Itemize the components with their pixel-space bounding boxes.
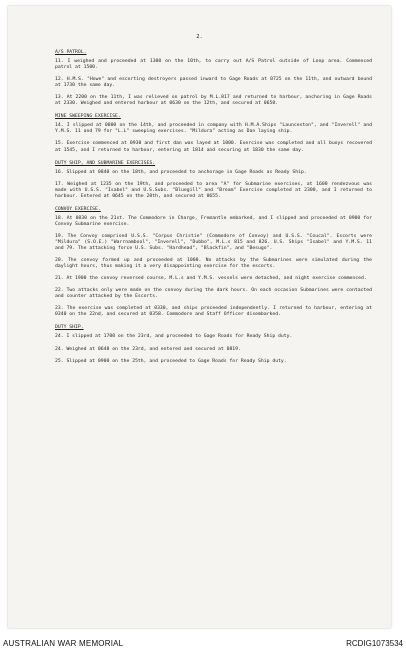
section-heading: CONVOY EXERCISE. <box>55 206 101 212</box>
paragraph: 13. At 2200 on the 11th, I was relieved on patrol by M.L.817 and returned to harbour, anchoring in Gage Roads at 2330. Weighed and entered harbour at 0630 on the 12th, and secured at 0650. <box>55 95 372 107</box>
paragraph: 11. I weighed and proceeded at 1300 on the 10th, to carry out A/S Patrol outside of Loop area. Commenced patrol at 1500. <box>55 59 372 71</box>
paragraph: 24. I slipped at 1700 on the 23rd, and proceeded to Gage Roads for Ready Ship duty. <box>55 334 293 340</box>
paragraph: 19. The Convoy comprised U.S.S. "Corpus Christie" (Commodore of Convoy) and U.S.S. "Coucal". Escorts were "Mildura" (S.O.E.) "Warrnambool", "Inverell", "Dubbo", M.L.s 815 and 826. U.S. Ships "Isabel" and Y.M.S. 11 and 79. The attacking force U.S. Subs. "Hardhead", "Blackfin", and "Besugo". <box>55 233 372 252</box>
paragraph: 21. At 1900 the convoy reversed course, M.L.s and Y.M.S. vessels were detached, and night exercise commenced. <box>55 276 367 282</box>
paragraph: 12. H.M.S. "Howe" and escorting destroyers passed inward to Gage Roads at 0725 on the 11th, and outward bound at 1730 the same day. <box>55 77 372 89</box>
paragraph: 22. Two attacks only were made on the convoy during the dark hours. On each occasion Submarines were contacted and counter attacked by the Escorts. <box>55 288 372 300</box>
section-heading: MINE SWEEPING EXERCISE. <box>55 114 121 120</box>
paragraph: 16. Slipped at 0840 on the 18th, and proceeded to anchorage in Gage Roads as Ready Ship. <box>55 169 307 175</box>
footer-institution: AUSTRALIAN WAR MEMORIAL <box>3 639 124 648</box>
paragraph: 24. Weighed at 0648 on the 23rd, and entered and secured at 0819. <box>55 346 241 352</box>
paragraph: 15. Exercise commenced at 0930 and first dan was layed at 1000. Exercise was completed and all buoys recovered at 1545, and I returned to harbour, entering at 1814 and securing at 1830 the same day. <box>55 141 372 153</box>
paragraph: 14. I slipped at 0800 on the 14th, and proceeded in company with H.M.A.Ships "Launceston", and "Inverell" and Y.M.S. 11 and 79 for "L.L" sweeping exercises. "Mildura" acting as Dan laying ship. <box>55 123 372 135</box>
document-page <box>8 6 391 628</box>
page-number: 2. <box>196 34 203 40</box>
paragraph: 25. Slipped at 0900 on the 25th, and proceeded to Gage Roads for Ready Ship duty. <box>55 358 287 364</box>
paragraph: 17. Weighed at 1235 on the 19th, and proceeded to area "A" for Submarine exercises, at 1600 rendezvous was made with U.S.S. "Isabel" and U.S.Subs. "Bluegill" and "Bream" Exercise completed at 2300, and I returned to harbour. Entered at 0645 on the 20th, and secured at 0655. <box>55 181 372 199</box>
paragraph: 23. The exercise was completed at 0330, and ships proceeded independently. I returned to harbour, entering at 0340 on the 22nd, and secured at 0358. Commodore and Staff Officer disembarked. <box>55 306 372 318</box>
section-heading: DUTY SHIP, AND SUBMARINE EXERCISES. <box>55 160 156 166</box>
footer-record-id: RCDIG1073534 <box>346 639 403 648</box>
archive-footer <box>0 634 406 654</box>
section-heading: DUTY SHIP. <box>55 325 84 331</box>
section-heading: A/S PATROL. <box>55 50 87 55</box>
paragraph: 20. The convoy formed up and proceeded at 1000. No attacks by the Submarines were simulated during the daylight hours, thus making it a very disappointing exercise for the escorts. <box>55 258 372 270</box>
document-body <box>55 50 372 371</box>
paragraph: 18. At 0830 on the 21st. The Commodore in Charge, Fremantle embarked, and I slipped and proceeded at 0900 for Convoy Submarine exercise. <box>55 215 372 227</box>
